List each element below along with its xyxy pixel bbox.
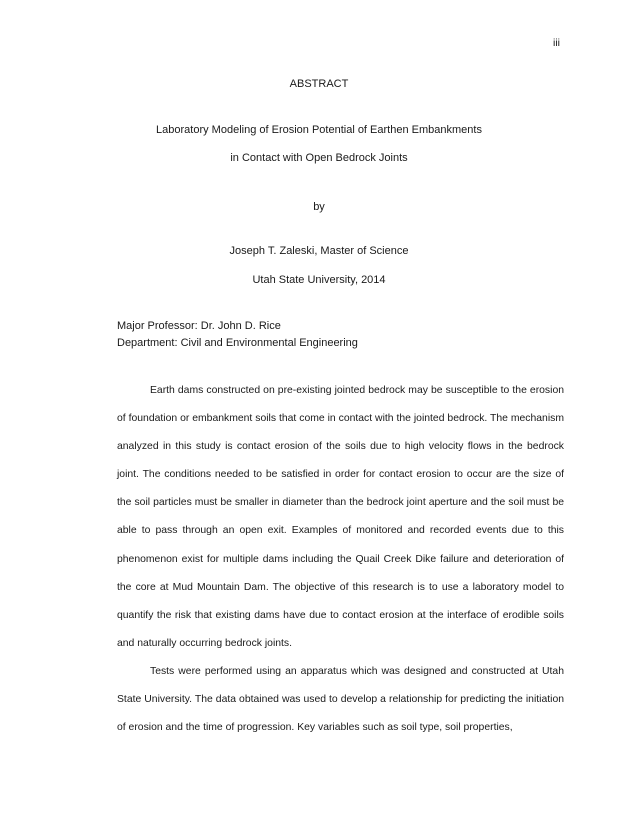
abstract-heading: ABSTRACT [289, 78, 349, 90]
major-professor-line: Major Professor: Dr. John D. Rice [117, 320, 281, 332]
abstract-paragraph-1: Earth dams constructed on pre-existing jointed bedrock may be susceptible to the erosion of foundation or embankment soils that come in contact with the jointed bedrock. The mechanism analyzed in this study is contact erosion of the soils due to high velocity flows in the bedrock joint. The conditions needed to be satisfied in order for contact erosion to occur are the size of the soil particles must be smaller in diameter than the bedrock joint aperture and the soil must be able to pass through an open exit. Examples of monitored and recorded events due to this phenomenon exist for multiple dams including the Quail Creek Dike failure and deterioration of the core at Mud Mountain Dam. The objective of this research is to use a laboratory model to quantify the risk that existing dams have due to contact erosion at the interface of erodible soils and naturally occurring bedrock joints. [117, 385, 564, 649]
thesis-title-line-1: Laboratory Modeling of Erosion Potential of Earthen Embankments [156, 124, 482, 136]
page-number: iii [553, 37, 560, 49]
department-line: Department: Civil and Environmental Engineering [117, 337, 358, 349]
institution-line: Utah State University, 2014 [252, 274, 386, 286]
author-line: Joseph T. Zaleski, Master of Science [229, 245, 409, 257]
abstract-paragraph-2: Tests were performed using an apparatus which was designed and constructed at Utah State University. The data obtained was used to develop a relationship for predicting the initiation of erosion and the time of progression. Key variables such as soil type, soil properties, [117, 665, 564, 734]
thesis-title-line-2: in Contact with Open Bedrock Joints [230, 152, 408, 164]
abstract-body [117, 377, 564, 742]
by-line: by [313, 201, 325, 213]
